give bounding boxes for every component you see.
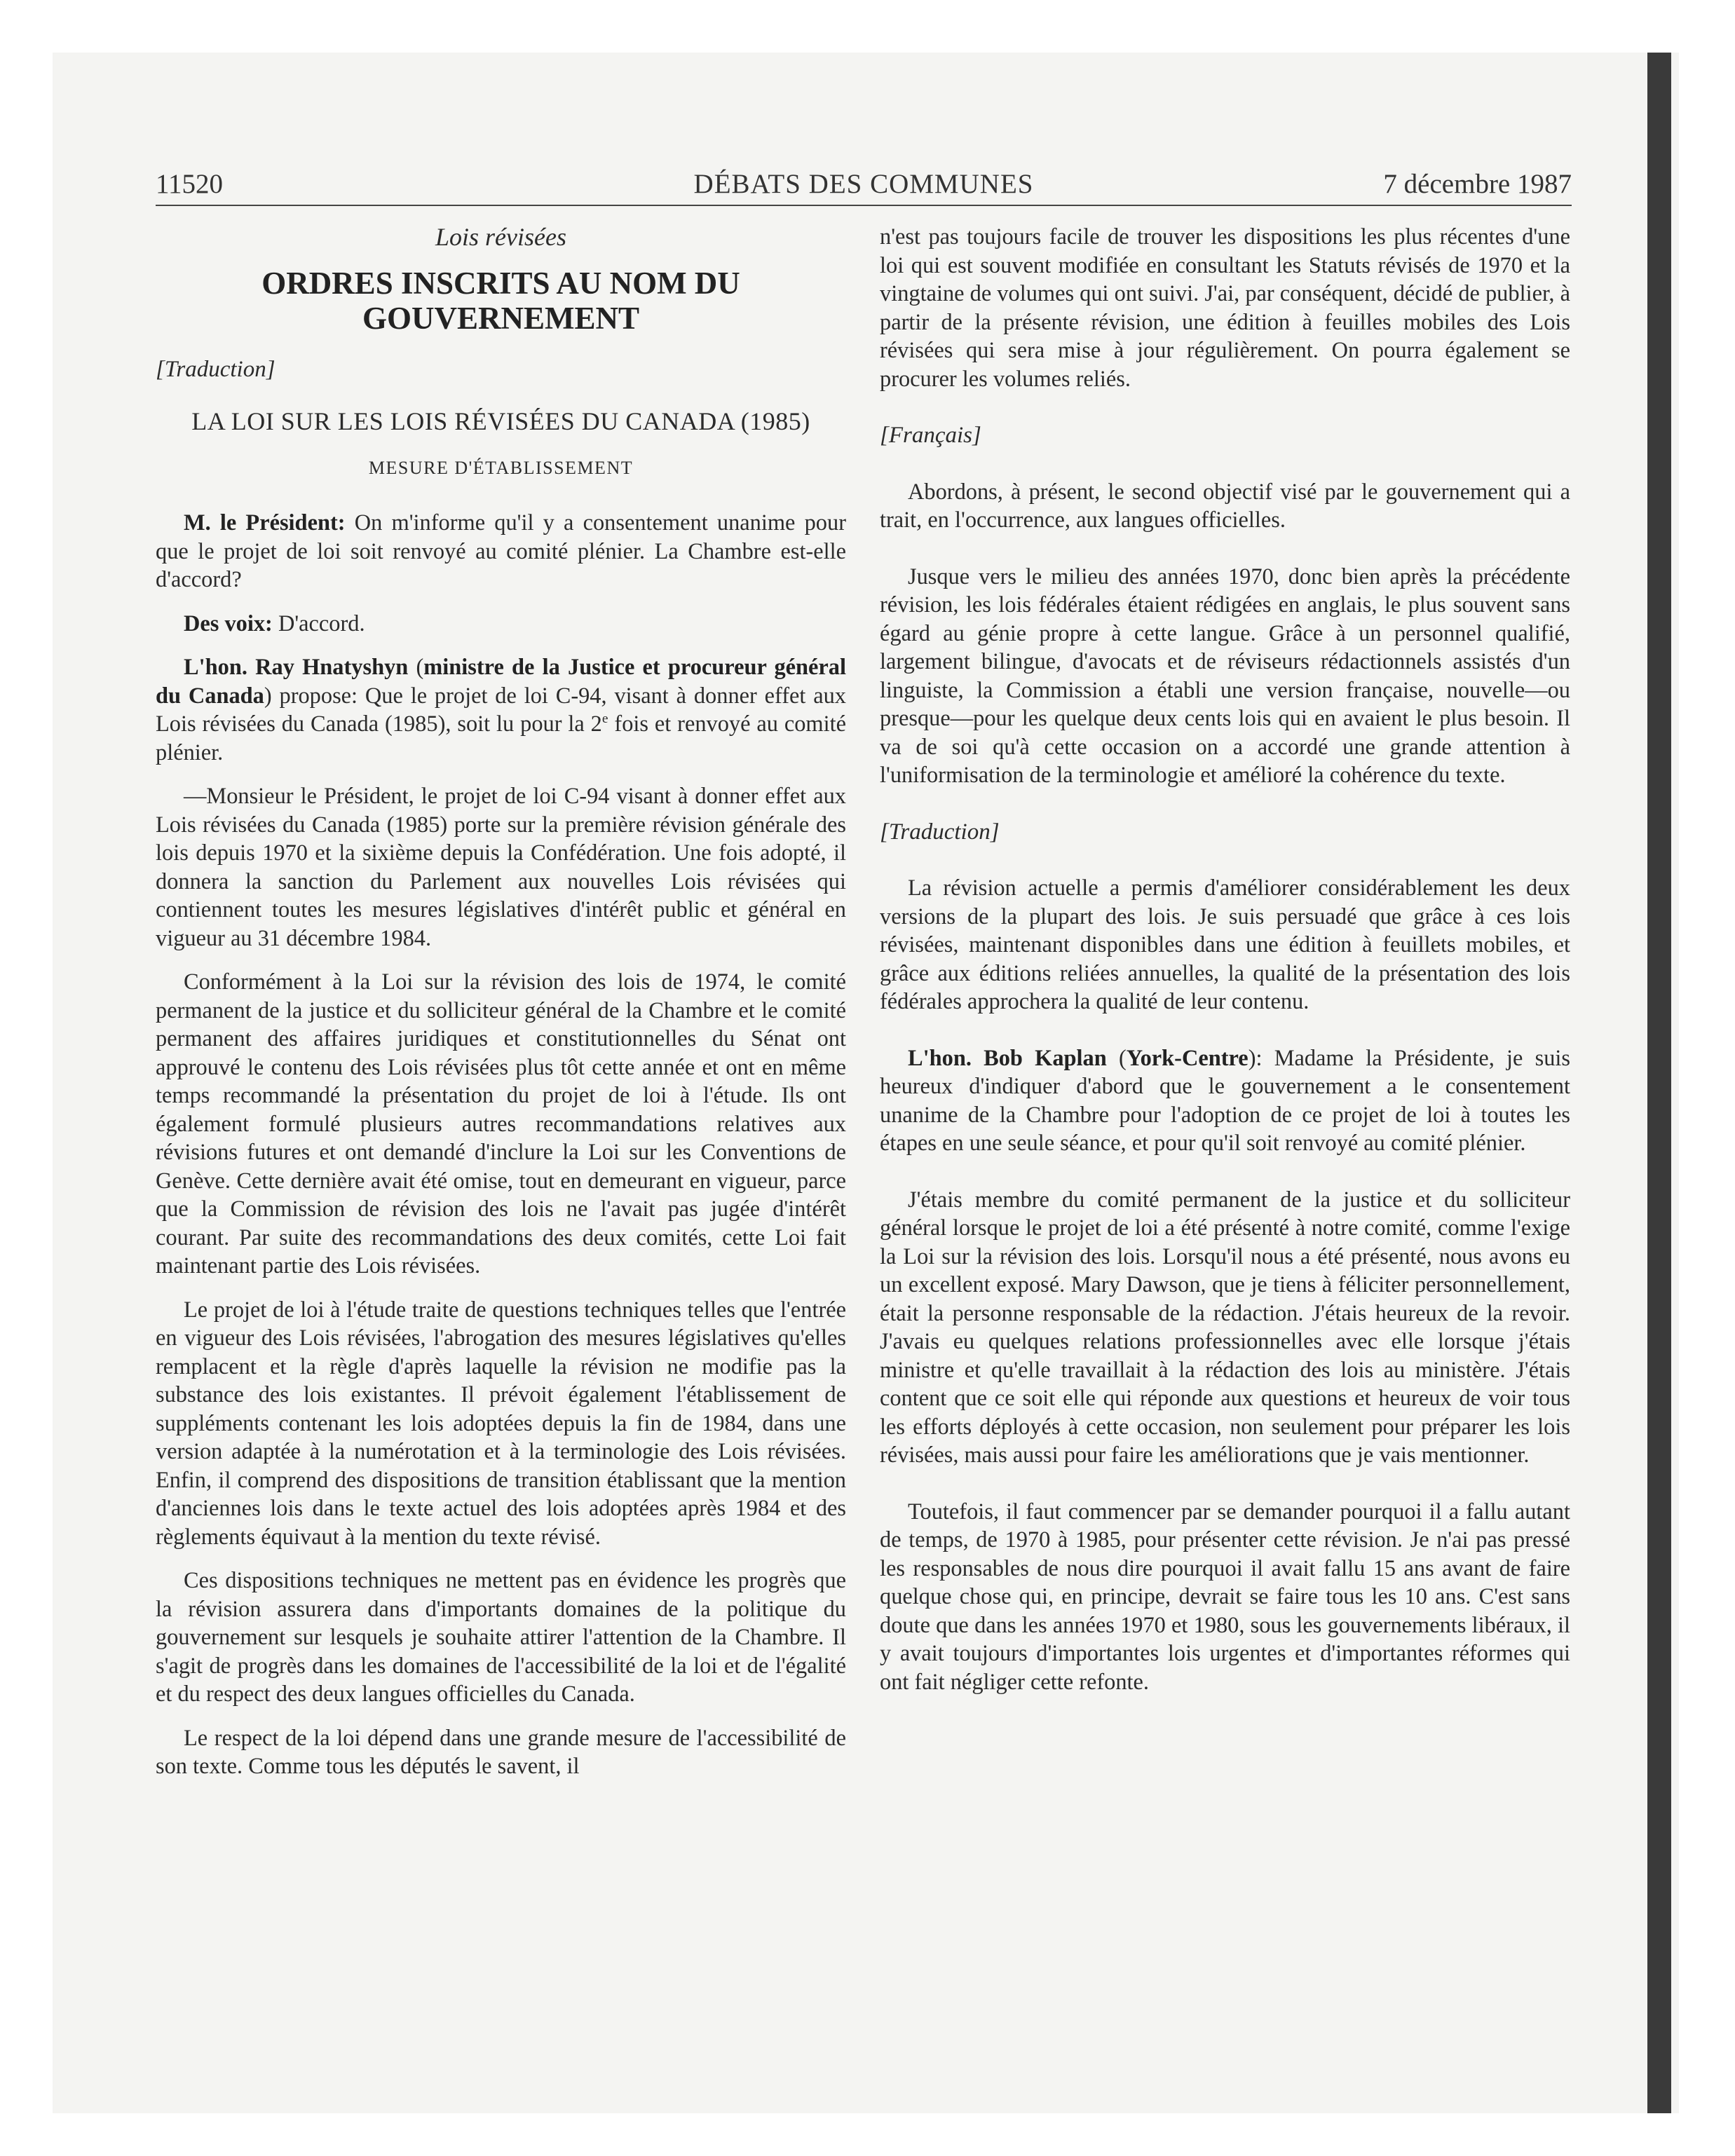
translation-tag: [Traduction]	[156, 356, 275, 382]
right-column	[880, 223, 1570, 1724]
paragraph-president: M. le Président: On m'informe qu'il y a consentement unanime pour que le projet de loi soit renvoyé au comité plénier. La Chambre est-elle d'accord?	[156, 510, 846, 592]
paragraph: Le projet de loi à l'étude traite de questions techniques telles que l'entrée en vigueur des Lois révisées, l'abrogation des mesures législatives qu'elles remplacent et la règle d'après laquelle la révision ne modifie pas la substance des lois existantes. Il prévoit également l'établissement de suppléments contenant les lois adoptées depuis la fin de 1984, dans une version adaptée à la numérotation et à la terminologie des Lois révisées. Enfin, il comprend des dispositions de transition établissant que la mention d'anciennes lois dans le texte actuel des lois adoptées après 1984 et des règlements équivaut à la mention du texte révisé.	[156, 1297, 846, 1550]
paragraph: n'est pas toujours facile de trouver les dispositions les plus récentes d'une loi qui est souvent modifiée en consultant les Statuts révisés de 1970 et la vingtaine de volumes qui ont suivi. J'ai, par conséquent, décidé de publier, à partir de la présente révision, une édition à feuilles mobiles des Lois révisées qui sera mise à jour régulièrement. On pourra également se procurer les volumes reliés.	[880, 224, 1571, 392]
speaker-role: ministre de la Justice et procureur général du Canada	[156, 655, 846, 709]
speaker-name: L'hon. Bob Kaplan	[908, 1045, 1107, 1071]
publication-title: DÉBATS DES COMMUNES	[693, 169, 1034, 199]
speaker-riding: York-Centre	[1126, 1045, 1248, 1071]
speaker-name: M. le Président:	[184, 510, 346, 535]
left-column	[156, 223, 846, 1796]
paragraph: Abordons, à présent, le second objectif visé par le gouvernement qui a trait, en l'occurrence, aux langues officielles.	[880, 479, 1570, 533]
section-title: Lois révisées	[435, 223, 566, 251]
paragraph: Ces dispositions techniques ne mettent pas en évidence les progrès que la révision assurera dans d'importants domaines de la politique du gouvernement sur lesquels je souhaite attirer l'attention de la Chambre. Il s'agit de progrès dans les domaines de l'accessibilité de la loi et de l'égalité et du respect des deux langues officielles du Canada.	[156, 1568, 846, 1707]
paragraph: Toutefois, il faut commencer par se demander pourquoi il a fallu autant de temps, de 1970 à 1985, pour présenter cette révision. Je n'ai pas pressé les responsables de nous dire pourquoi il avait fallu 15 ans avant de faire quelque chose qui, en principe, devrait se faire tous les 10 ans. C'est sans doute que dans les années 1970 et 1980, sous les gouvernements libéraux, il y avait toujours d'importantes lois urgentes et d'importantes réformes qui ont fait négliger cette refonte.	[880, 1499, 1570, 1695]
paragraph: J'étais membre du comité permanent de la justice et du solliciteur général lorsque le projet de loi a été présenté à notre comité, comme l'exige la Loi sur la révision des lois. Lorsqu'il nous a été présenté, nous avons eu un excellent exposé. Mary Dawson, que je tiens à féliciter personnellement, était la personne responsable de la rédaction. J'étais heureux de la revoir. J'avais eu quelques relations professionnelles avec elle lorsque j'étais ministre et qu'elle travaillait à la rédaction des lois au ministère. J'étais content que ce soit elle qui réponde aux questions et heureux de voir tous les efforts déployés à cette occasion, non seulement pour préparer les lois révisées, mais aussi pour faire les améliorations que je vais mentionner.	[880, 1187, 1570, 1468]
bill-title: LA LOI SUR LES LOIS RÉVISÉES DU CANADA (1985)	[191, 407, 810, 435]
paragraph: —Monsieur le Président, le projet de loi C-94 visant à donner effet aux Lois révisées du Canada (1985) porte sur la première révision générale des lois depuis 1970 et la sixième depuis la Confédération. Une fois adopté, il donnera la sanction du Parlement aux nouvelles Lois révisées qui contiennent toutes les mesures législatives d'intérêt public et général en vigueur au 31 décembre 1984.	[156, 784, 846, 951]
bill-subtitle: MESURE D'ÉTABLISSEMENT	[368, 457, 634, 478]
paragraph: Conformément à la Loi sur la révision des lois de 1974, le comité permanent de la justice et du solliciteur général de la Chambre et le comité permanent des affaires juridiques et constitutionnelles du Sénat ont approuvé le contenu des Lois révisées plus tôt cette année et ont en même temps recommandé la présentation du projet de loi à l'étude. Ils ont également formulé plusieurs autres recommandations relatives aux révisions futures et ont demandé d'inclure la Loi sur les Conventions de Genève. Cette dernière avait été omise, tout en demeurant en vigueur, parce que la Commission de révision des lois ne l'avait pas jugée d'intérêt courant. Par suite des recommandations des deux comités, cette Loi fait maintenant partie des Lois révisées.	[156, 969, 846, 1278]
language-tag-french: [Français]	[880, 423, 981, 448]
scan-edge-bar	[1647, 53, 1671, 2113]
paragraph: Le respect de la loi dépend dans une grande mesure de l'accessibilité de son texte. Comme tous les députés le savent, il	[156, 1725, 846, 1779]
speaker-name: L'hon. Ray Hnatyshyn	[184, 655, 409, 680]
page-number: 11520	[156, 169, 224, 199]
page-header	[156, 168, 1572, 206]
paragraph-voices: Des voix: D'accord.	[184, 610, 365, 636]
paragraph: Jusque vers le milieu des années 1970, donc bien après la précédente révision, les lois fédérales étaient rédigées en anglais, le plus souvent sans égard au génie propre à cette langue. Grâce à un personnel qualifié, largement bilingue, d'avocats et de réviseurs rédactionnels assistés d'un linguiste, la Commission a établi une version française, nouvelle—ou presque—pour les quelque deux cents lois qui en avaient le plus besoin. Il va de soi qu'à cette occasion on a accordé une grande attention à l'uniformisation de la terminologie et amélioré la cohérence du texte.	[880, 564, 1570, 788]
translation-tag: [Traduction]	[880, 819, 1000, 845]
paragraph: La révision actuelle a permis d'améliorer considérablement les deux versions de la plupart des lois. Je suis persuadé que grâce à ces lois révisées, maintenant disponibles dans une édition à feuillets mobiles, et grâce aux éditions reliées annuelles, la qualité de la présentation des lois fédérales approchera la qualité de leur contenu.	[880, 875, 1570, 1014]
main-heading: ORDRES INSCRITS AU NOM DU GOUVERNEMENT	[261, 265, 740, 336]
paragraph-hnatyshyn-motion: L'hon. Ray Hnatyshyn (ministre de la Justice et procureur général du Canada) propose: Que le projet de loi C-94, visant à donner effet aux Lois révisées du Canada (1985), soit lu pour la 2e fois et renvoyé au comité plénier.	[156, 655, 846, 765]
speaker-name: Des voix:	[184, 610, 273, 636]
page-date: 7 décembre 1987	[1383, 169, 1572, 199]
paragraph-kaplan: L'hon. Bob Kaplan (York-Centre): Madame la Présidente, je suis heureux d'indiquer d'abord que le gouvernement a le consentement unanime de la Chambre pour l'adoption de ce projet de loi à toutes les étapes en une seule séance, et pour qu'il soit renvoyé au comité plénier.	[880, 1045, 1570, 1156]
